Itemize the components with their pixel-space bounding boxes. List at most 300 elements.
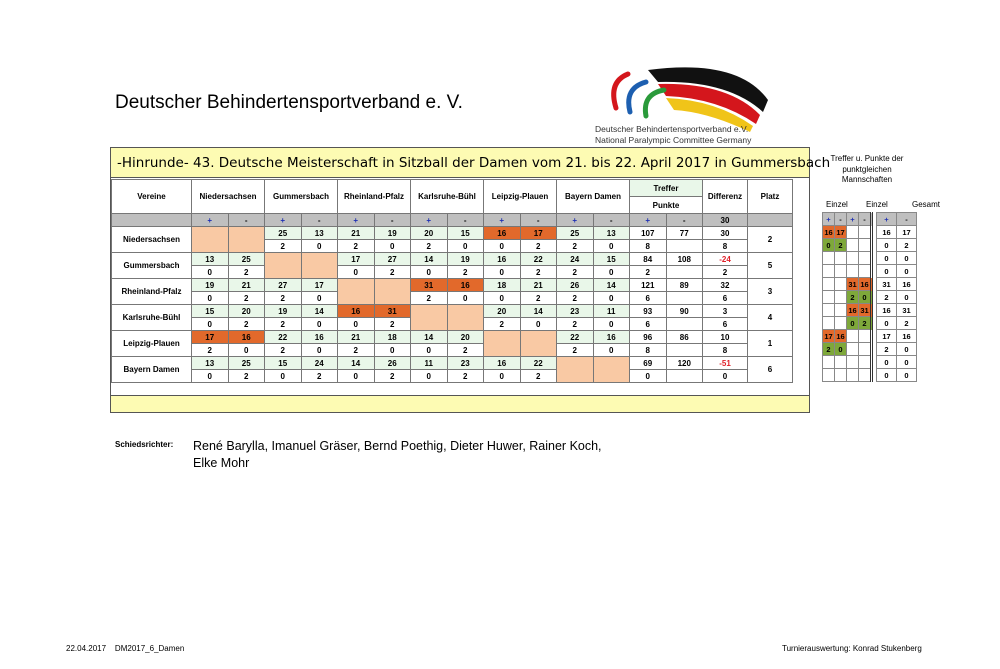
tiebreak-label: Treffer u. Punkte der punktgleichen Mannschaften: [830, 154, 904, 184]
tiebreak-cell: [847, 252, 859, 265]
table-footer-bar: [111, 395, 809, 412]
tiebreak-cell: 31: [877, 278, 897, 291]
differenz-header: Differenz: [703, 180, 748, 214]
tiebreak-cell: 0: [897, 369, 917, 382]
points-cell: 2: [265, 344, 302, 357]
team-name: Rheinland-Pfalz: [112, 279, 192, 305]
points-cell: 2: [374, 370, 411, 383]
org-title: Deutscher Behindertensportverband e. V.: [115, 92, 463, 113]
tiebreak-cell: 0: [877, 356, 897, 369]
tiebreak-cell: [859, 226, 872, 239]
score-cell: 27: [374, 253, 411, 266]
minus-sign: -: [835, 213, 847, 226]
points-cell: 0: [484, 266, 521, 279]
points-cell: 0: [301, 344, 338, 357]
points-cell: 0: [228, 344, 265, 357]
tiebreak-cell: 0: [835, 343, 847, 356]
score-cell: [192, 227, 229, 253]
points-cell: 2: [520, 240, 557, 253]
score-cell: [374, 279, 411, 305]
points-cell: 0: [447, 240, 484, 253]
points-cell: 0: [484, 240, 521, 253]
score-cell: 21: [520, 279, 557, 292]
logo-text: [595, 124, 751, 146]
score-cell: [520, 331, 557, 357]
tiebreak-cell: 17: [877, 330, 897, 343]
minus-sign: -: [301, 214, 338, 227]
score-cell: [265, 253, 302, 279]
points-cell: 2: [265, 240, 302, 253]
score-cell: 17: [520, 227, 557, 240]
points-cell: 2: [703, 266, 748, 279]
score-cell: 25: [228, 253, 265, 266]
points-cell: 0: [192, 370, 229, 383]
score-cell: 17: [338, 253, 375, 266]
points-cell: 0: [192, 266, 229, 279]
tiebreak-cell: 0: [823, 239, 835, 252]
treffer-header: Treffer: [630, 180, 703, 197]
points-cell: 2: [228, 292, 265, 305]
tiebreak-cell: [835, 291, 847, 304]
tiebreak-cell: [847, 265, 859, 278]
points-cell: 0: [411, 370, 448, 383]
tiebreak-cell: [823, 304, 835, 317]
score-cell: 22: [520, 253, 557, 266]
tiebreak-cell: [847, 369, 859, 382]
score-cell: [411, 305, 448, 331]
plus-sign: +: [877, 213, 897, 226]
score-cell: 19: [374, 227, 411, 240]
score-cell: 25: [265, 227, 302, 240]
platz-value: 5: [748, 253, 793, 279]
tiebreak-cell: 16: [877, 304, 897, 317]
score-cell: 11: [411, 357, 448, 370]
platz-value: 4: [748, 305, 793, 331]
points-cell: 6: [703, 318, 748, 331]
score-cell: [557, 357, 594, 383]
tiebreak-cell: [859, 356, 872, 369]
points-cell: 2: [338, 344, 375, 357]
points-cell: [666, 266, 703, 279]
referee-label: Schiedsrichter:: [115, 440, 174, 449]
score-cell: 13: [593, 227, 630, 240]
plus-sign: +: [557, 214, 594, 227]
tiebreak-cell: [847, 226, 859, 239]
points-cell: 8: [703, 240, 748, 253]
tiebreak-cell: 2: [847, 291, 859, 304]
referee-names: René Barylla, Imanuel Gräser, Bernd Poethig, Dieter Huwer, Rainer Koch, Elke Mohr: [193, 439, 602, 470]
results-table: [111, 179, 793, 383]
score-cell: 13: [192, 357, 229, 370]
tiebreak-cell: 31: [897, 304, 917, 317]
points-cell: 0: [520, 318, 557, 331]
score-cell: [447, 305, 484, 331]
tiebreak-cell: [859, 265, 872, 278]
tiebreak-cell: 31: [859, 304, 872, 317]
score-cell: 13: [301, 227, 338, 240]
score-cell: 22: [520, 357, 557, 370]
tiebreak-cell: [823, 291, 835, 304]
tiebreak-cell: 2: [823, 343, 835, 356]
tiebreak-cell: 17: [897, 226, 917, 239]
score-cell: [484, 331, 521, 357]
points-cell: 6: [630, 292, 667, 305]
score-cell: 13: [192, 253, 229, 266]
points-cell: 2: [630, 266, 667, 279]
logo-line-2: National Paralympic Committee Germany: [595, 135, 752, 145]
score-cell: 16: [484, 357, 521, 370]
score-cell: 22: [265, 331, 302, 344]
score-cell: 84: [630, 253, 667, 266]
tiebreak-cell: 0: [897, 291, 917, 304]
score-cell: 10: [703, 331, 748, 344]
points-cell: [666, 240, 703, 253]
tiebreak-cell: 16: [836, 331, 845, 341]
plus-sign: +: [847, 213, 859, 226]
footer-left: 22.04.2017 DM2017_6_Damen: [66, 644, 185, 653]
points-cell: 0: [301, 292, 338, 305]
score-cell: -51: [703, 357, 748, 370]
points-cell: 8: [630, 344, 667, 357]
tiebreak-cell: [823, 356, 835, 369]
points-cell: 2: [228, 370, 265, 383]
points-cell: 2: [265, 318, 302, 331]
score-cell: 14: [338, 357, 375, 370]
tiebreak-cell: 0: [897, 356, 917, 369]
team-name: Gummersbach: [112, 253, 192, 279]
minus-sign: -: [859, 213, 872, 226]
tiebreak-cell: 16: [848, 305, 857, 315]
tiebreak-cell: 0: [877, 317, 897, 330]
tiebreak-cell: 0: [877, 252, 897, 265]
points-cell: 0: [301, 240, 338, 253]
points-cell: [666, 318, 703, 331]
score-cell: 89: [666, 279, 703, 292]
points-cell: 0: [484, 370, 521, 383]
sign-row-label: [112, 214, 192, 227]
results-panel: [110, 147, 831, 413]
plus-sign: +: [823, 213, 835, 226]
column-header-1: Gummersbach: [265, 180, 338, 214]
points-cell: 8: [630, 240, 667, 253]
score-cell: 90: [666, 305, 703, 318]
tiebreak-cell: 16: [897, 278, 917, 291]
score-cell: 21: [338, 227, 375, 240]
einzel-heading-2: Einzel: [866, 200, 888, 209]
team-name: Bayern Damen: [112, 357, 192, 383]
tiebreak-cell: [835, 304, 847, 317]
tiebreak-cell: 2: [877, 343, 897, 356]
points-cell: 0: [484, 292, 521, 305]
score-cell: 16: [338, 305, 375, 318]
column-header-4: Leipzig-Plauen: [484, 180, 557, 214]
plus-sign: +: [630, 214, 667, 227]
column-header-0: Niedersachsen: [192, 180, 265, 214]
points-cell: [666, 292, 703, 305]
tiebreak-cell: 17: [824, 331, 833, 341]
plus-sign: +: [338, 214, 375, 227]
tiebreak-cell: [859, 343, 872, 356]
score-cell: 20: [484, 305, 521, 318]
differenz-note: 30: [703, 214, 748, 227]
points-cell: 2: [192, 344, 229, 357]
points-cell: 2: [338, 240, 375, 253]
score-cell: 107: [630, 227, 667, 240]
tiebreak-cell: 0: [897, 252, 917, 265]
points-cell: 2: [557, 292, 594, 305]
tiebreak-cell: [859, 239, 872, 252]
points-cell: 2: [228, 318, 265, 331]
minus-sign: -: [447, 214, 484, 227]
tiebreak-cell: [847, 330, 859, 343]
score-cell: 3: [703, 305, 748, 318]
tiebreak-cell: [823, 278, 835, 291]
score-cell: 27: [265, 279, 302, 292]
points-cell: 2: [520, 292, 557, 305]
points-cell: 0: [192, 318, 229, 331]
score-cell: 19: [265, 305, 302, 318]
column-header-3: Karlsruhe-Bühl: [411, 180, 484, 214]
plus-sign: +: [265, 214, 302, 227]
tournament-banner: -Hinrunde- 43. Deutsche Meisterschaft in Sitzball der Damen vom 21. bis 22. April 2017 in Gummersbach: [111, 148, 809, 178]
tiebreak-cell: 2: [897, 317, 917, 330]
tiebreak-cell: 2: [897, 239, 917, 252]
score-cell: 18: [484, 279, 521, 292]
score-cell: 23: [557, 305, 594, 318]
tiebreak-cell: [823, 252, 835, 265]
tiebreak-cell: 0: [877, 265, 897, 278]
score-cell: 16: [301, 331, 338, 344]
score-cell: 93: [630, 305, 667, 318]
points-cell: 0: [192, 292, 229, 305]
points-cell: 0: [411, 344, 448, 357]
minus-sign: -: [228, 214, 265, 227]
points-cell: 0: [447, 292, 484, 305]
score-cell: 15: [593, 253, 630, 266]
score-cell: 19: [447, 253, 484, 266]
points-cell: 0: [593, 344, 630, 357]
score-cell: 11: [593, 305, 630, 318]
platz-header: Platz: [748, 180, 793, 214]
footer-right: Turnierauswertung: Konrad Stukenberg: [782, 644, 922, 653]
minus-sign: -: [593, 214, 630, 227]
tiebreak-cell: 0: [877, 369, 897, 382]
tiebreak-cell: 0: [877, 239, 897, 252]
score-cell: 69: [630, 357, 667, 370]
platz-value: 1: [748, 331, 793, 357]
score-cell: 96: [630, 331, 667, 344]
score-cell: 26: [557, 279, 594, 292]
points-cell: 0: [338, 266, 375, 279]
tiebreak-cell: [847, 356, 859, 369]
minus-sign: -: [520, 214, 557, 227]
points-cell: 0: [593, 318, 630, 331]
score-cell: 16: [447, 279, 484, 292]
points-cell: 2: [447, 266, 484, 279]
score-cell: 31: [374, 305, 411, 318]
score-cell: 16: [593, 331, 630, 344]
score-cell: [338, 279, 375, 305]
points-cell: 2: [557, 344, 594, 357]
score-cell: 15: [192, 305, 229, 318]
score-cell: 26: [374, 357, 411, 370]
tiebreak-cell: [835, 317, 847, 330]
column-header-2: Rheinland-Pfalz: [338, 180, 411, 214]
points-cell: 2: [447, 370, 484, 383]
plus-sign: +: [411, 214, 448, 227]
plus-sign: +: [192, 214, 229, 227]
tiebreak-cell: 0: [897, 343, 917, 356]
points-cell: 2: [557, 318, 594, 331]
score-cell: 120: [666, 357, 703, 370]
points-cell: 8: [703, 344, 748, 357]
tiebreak-cell: 16: [877, 226, 897, 239]
points-cell: 0: [301, 318, 338, 331]
tiebreak-cell: [859, 330, 872, 343]
points-cell: 2: [520, 370, 557, 383]
points-cell: 0: [593, 240, 630, 253]
score-cell: 21: [228, 279, 265, 292]
tiebreak-cell: 2: [859, 317, 872, 330]
score-cell: 17: [301, 279, 338, 292]
tiebreak-cell: 16: [897, 330, 917, 343]
score-cell: -24: [703, 253, 748, 266]
tiebreak-cell: 17: [836, 227, 845, 237]
vereine-header: Vereine: [112, 180, 192, 214]
points-cell: 0: [265, 370, 302, 383]
score-cell: 86: [666, 331, 703, 344]
score-cell: 14: [411, 253, 448, 266]
points-cell: 0: [593, 266, 630, 279]
tiebreak-cell: [859, 369, 872, 382]
minus-sign: -: [374, 214, 411, 227]
score-cell: 22: [557, 331, 594, 344]
points-cell: 0: [338, 370, 375, 383]
points-cell: 2: [447, 344, 484, 357]
tiebreak-cell: 0: [847, 317, 859, 330]
platz-value: 2: [748, 227, 793, 253]
team-name: Karlsruhe-Bühl: [112, 305, 192, 331]
minus-sign: -: [666, 214, 703, 227]
points-cell: 0: [411, 266, 448, 279]
points-cell: 2: [374, 266, 411, 279]
platz-value: 6: [748, 357, 793, 383]
points-cell: 2: [520, 266, 557, 279]
tiebreak-cell: [835, 265, 847, 278]
team-name: Leipzig-Plauen: [112, 331, 192, 357]
points-cell: 2: [411, 292, 448, 305]
column-header-5: Bayern Damen: [557, 180, 630, 214]
score-cell: 77: [666, 227, 703, 240]
gesamt-heading: Gesamt: [912, 200, 941, 209]
score-cell: [593, 357, 630, 383]
tiebreak-cell: [835, 252, 847, 265]
tiebreak-cell: 2: [835, 239, 847, 252]
score-cell: 32: [703, 279, 748, 292]
score-cell: 31: [411, 279, 448, 292]
points-cell: 0: [703, 370, 748, 383]
points-cell: 0: [374, 240, 411, 253]
score-cell: 20: [228, 305, 265, 318]
platz-value: 3: [748, 279, 793, 305]
score-cell: 16: [484, 227, 521, 240]
points-cell: 2: [557, 266, 594, 279]
platz-note: [748, 214, 793, 227]
score-cell: 14: [593, 279, 630, 292]
plus-sign: +: [484, 214, 521, 227]
tiebreak-cell: [835, 356, 847, 369]
punkte-header: Punkte: [630, 197, 703, 214]
points-cell: 2: [411, 240, 448, 253]
score-cell: 21: [338, 331, 375, 344]
points-cell: 6: [630, 318, 667, 331]
points-cell: 2: [557, 240, 594, 253]
score-cell: 23: [447, 357, 484, 370]
score-cell: 14: [411, 331, 448, 344]
score-cell: [228, 227, 265, 253]
points-cell: 6: [703, 292, 748, 305]
points-cell: 2: [301, 370, 338, 383]
points-cell: 0: [593, 292, 630, 305]
points-cell: [666, 344, 703, 357]
score-cell: 24: [557, 253, 594, 266]
tiebreak-cell: 16: [824, 227, 833, 237]
points-cell: 0: [374, 344, 411, 357]
team-name: Niedersachsen: [112, 227, 192, 253]
points-cell: 2: [228, 266, 265, 279]
score-cell: 14: [520, 305, 557, 318]
score-cell: 16: [484, 253, 521, 266]
points-cell: 2: [374, 318, 411, 331]
tiebreak-cell: [823, 369, 835, 382]
tiebreak-cell: 0: [897, 265, 917, 278]
tiebreak-cell: [859, 252, 872, 265]
score-cell: 30: [703, 227, 748, 240]
points-cell: 2: [484, 318, 521, 331]
points-cell: 2: [265, 292, 302, 305]
einzel-heading-1: Einzel: [826, 200, 848, 209]
tiebreak-cell: [847, 239, 859, 252]
score-cell: 18: [374, 331, 411, 344]
score-cell: 25: [557, 227, 594, 240]
score-cell: 15: [447, 227, 484, 240]
tiebreak-cell: [835, 369, 847, 382]
tiebreak-table: [822, 212, 917, 382]
score-cell: 20: [411, 227, 448, 240]
tiebreak-cell: [835, 278, 847, 291]
tiebreak-cell: 0: [859, 291, 872, 304]
tiebreak-cell: 2: [877, 291, 897, 304]
logo-line-1: Deutscher Behindertensportverband e.V.: [595, 124, 749, 134]
points-cell: 0: [630, 370, 667, 383]
score-cell: 25: [228, 357, 265, 370]
tiebreak-cell: [823, 317, 835, 330]
points-cell: 0: [338, 318, 375, 331]
score-cell: 14: [301, 305, 338, 318]
score-cell: 15: [265, 357, 302, 370]
tiebreak-cell: [823, 265, 835, 278]
score-cell: [301, 253, 338, 279]
score-cell: 20: [447, 331, 484, 344]
tiebreak-cell: 16: [859, 278, 872, 291]
score-cell: 16: [228, 331, 265, 344]
score-cell: 19: [192, 279, 229, 292]
tiebreak-cell: 31: [848, 279, 857, 289]
points-cell: [666, 370, 703, 383]
tiebreak-cell: [847, 343, 859, 356]
score-cell: 24: [301, 357, 338, 370]
score-cell: 121: [630, 279, 667, 292]
